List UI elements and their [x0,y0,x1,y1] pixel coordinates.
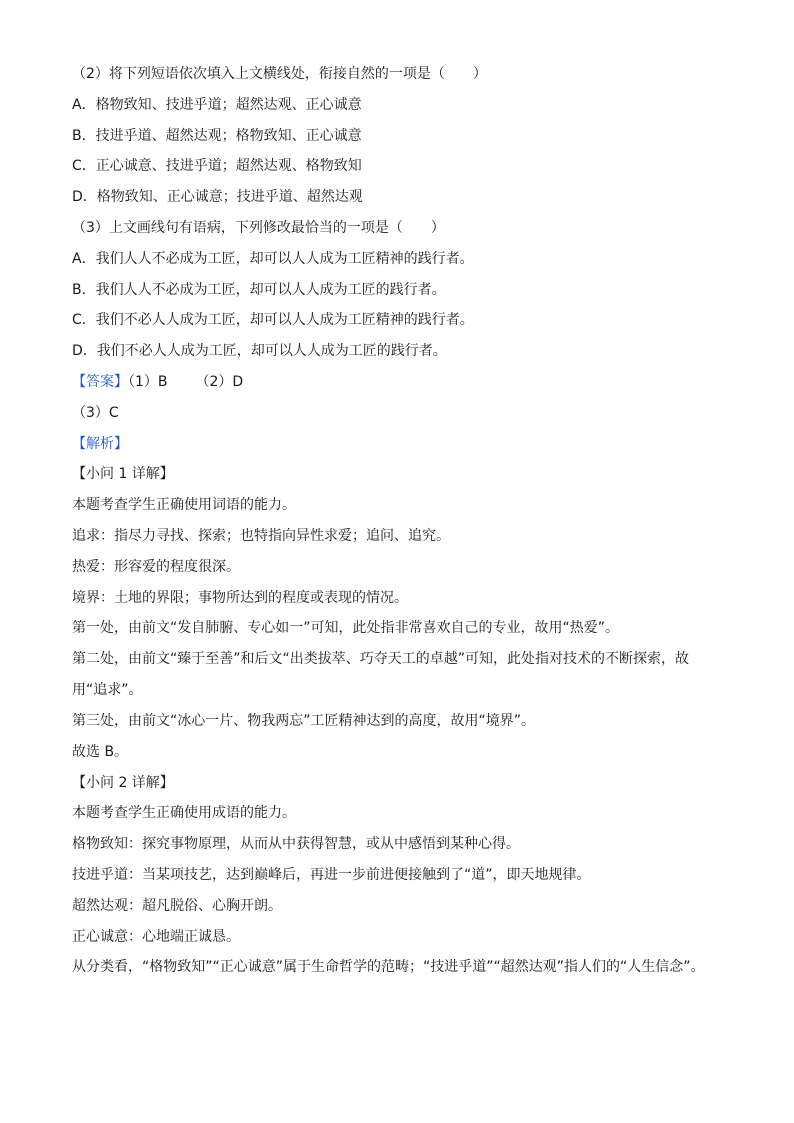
answer-part-3: （3）C [72,404,119,421]
sub2-line: 超然达观：超凡脱俗、心胸开朗。 [72,897,282,914]
question-2-option-c: C．正心诚意、技进乎道；超然达观、格物致知 [72,158,362,175]
sub1-wrapped-paragraph: 第二处，由前文“臻于至善”和后文“出类拔萃、巧夺天工的卓越”可知，此处指对技术的不断探索，故用“追求”。 [72,650,690,698]
question-3-option-b: B．我们人人不必成为工匠，却可以人人成为工匠的践行者。 [72,281,446,298]
answer-row [72,372,722,392]
sub2-line: 正心诚意：心地端正诚恳。 [72,928,240,945]
answer-part-1: （1）B [128,373,168,390]
sub1-conclusion: 故选 B。 [72,743,129,760]
sub1-line: 境界：土地的界限；事物所达到的程度或表现的情况。 [72,589,408,606]
question-2-option-a: A．格物致知、技进乎道；超然达观、正心诚意 [72,96,362,113]
sub-question-2-heading: 【小问 2 详解】 [72,774,174,791]
question-3-stem: （3）上文画线句有语病，下列修改最恰当的一项是（ ） [72,219,445,236]
question-3-option-d: D．我们不必人人成为工匠，却可以人人成为工匠的践行者。 [72,343,447,360]
sub2-wrapped-paragraph: 从分类看，“格物致知”“正心诚意”属于生命哲学的范畴；“技进乎道”“超然达观”指人们的“人生信念”。 [72,958,705,975]
sub1-line: 本题考查学生正确使用词语的能力。 [72,497,296,514]
sub2-line: 本题考查学生正确使用成语的能力。 [72,805,296,822]
sub1-line: 追求：指尽力寻找、探索；也特指向异性求爱；追问、追究。 [72,527,450,544]
question-2-option-b: B．技进乎道、超然达观；格物致知、正心诚意 [72,127,362,144]
question-2-option-d: D．格物致知、正心诚意；技进乎道、超然达观 [72,189,363,206]
sub1-line: 热爱：形容爱的程度很深。 [72,558,240,575]
question-3-option-c: C．我们不必人人成为工匠，却可以人人成为工匠精神的践行者。 [72,312,474,329]
document-page [72,64,722,988]
question-3-option-a: A．我们人人不必成为工匠，却可以人人成为工匠精神的践行者。 [72,250,474,267]
sub1-line: 第一处，由前文“发自肺腑、专心如一”可知，此处指非常喜欢自己的专业，故用“热爱”。 [72,620,620,637]
answer-part-2: （2）D [195,373,244,390]
analysis-tag: 【解析】 [72,435,128,452]
sub-question-1-heading: 【小问 1 详解】 [72,466,174,483]
answer-tag: 【答案】 [72,373,128,390]
sub2-line: 格物致知：探究事物原理，从而从中获得智慧，或从中感悟到某种心得。 [72,836,520,853]
sub1-line: 第三处，由前文“冰心一片、物我两忘”工匠精神达到的高度，故用“境界”。 [72,712,536,729]
sub2-line: 技进乎道：当某项技艺，达到巅峰后，再进一步前进便接触到了“道”，即天地规律。 [72,866,591,883]
question-2-stem: （2）将下列短语依次填入上文横线处，衔接自然的一项是（ ） [72,66,487,82]
